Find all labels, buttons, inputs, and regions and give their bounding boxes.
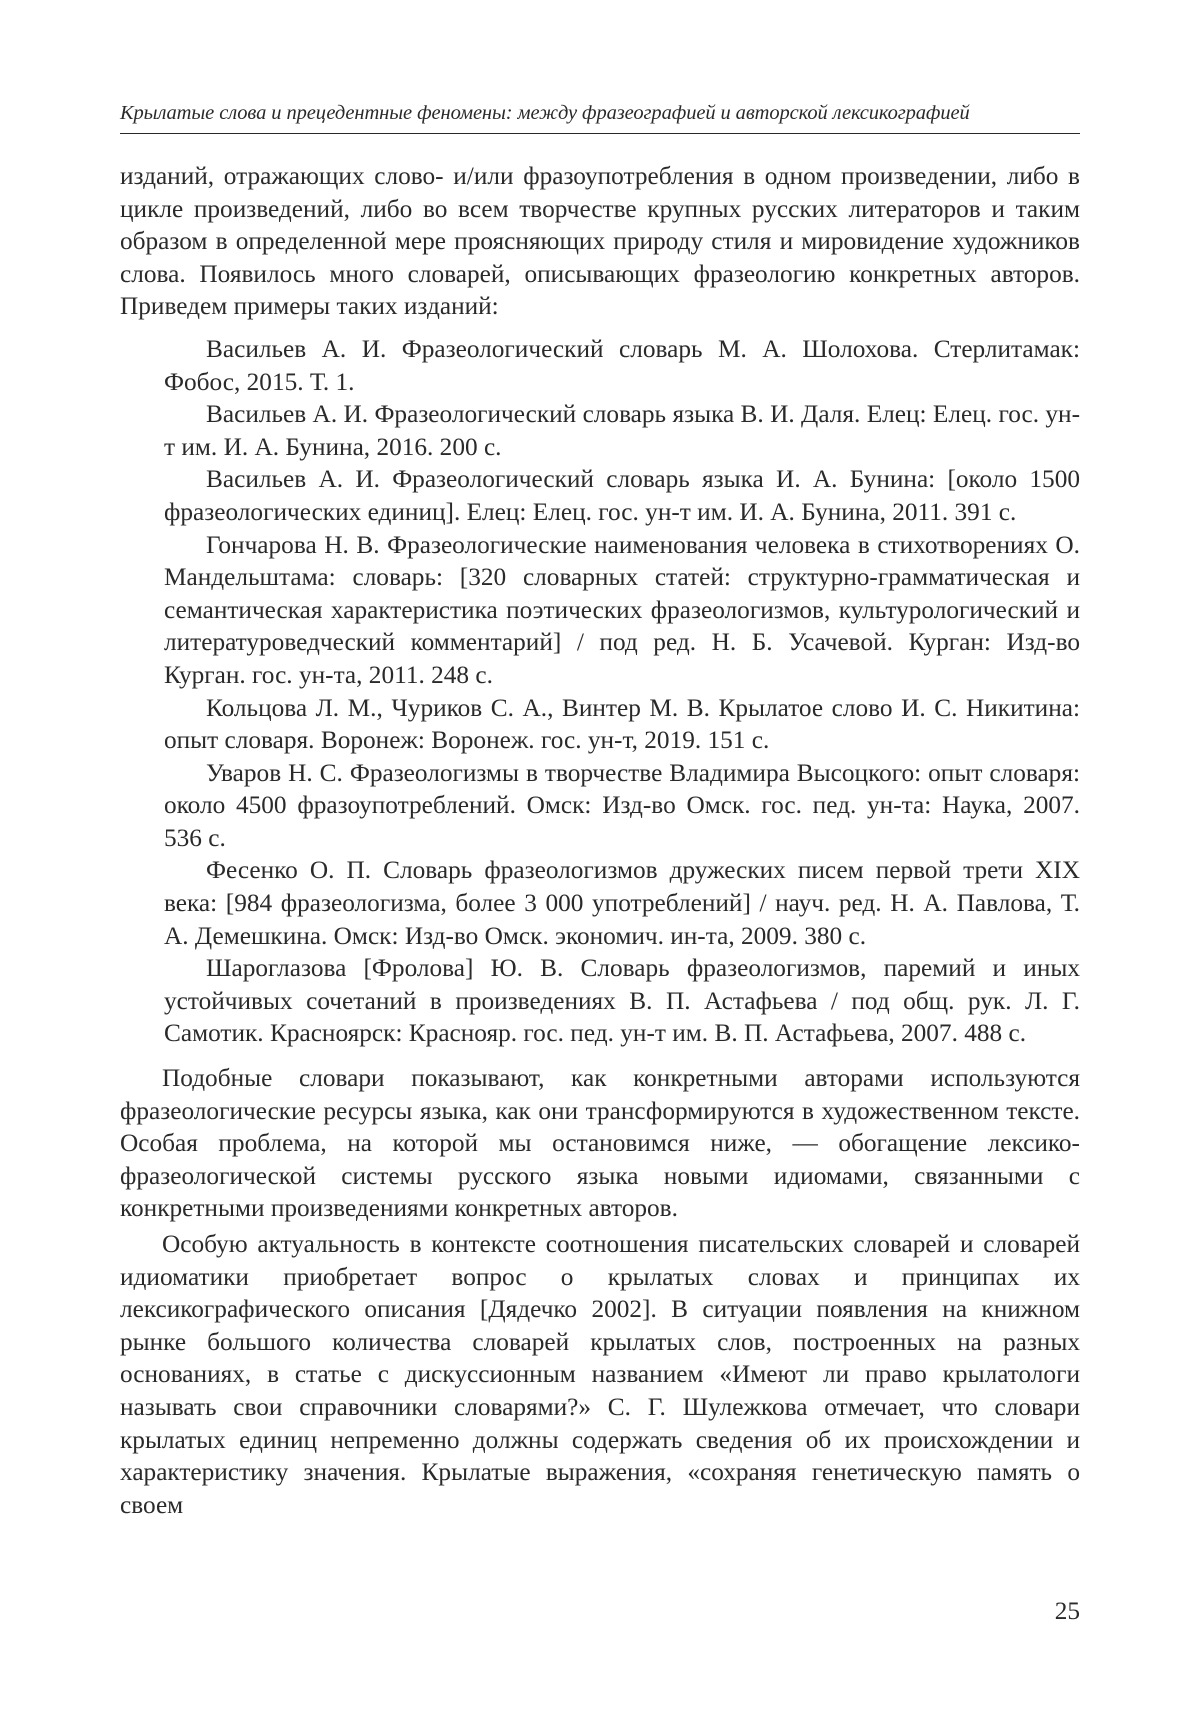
reference-list [120,333,1080,1050]
reference-item: Гончарова Н. В. Фразеологические наименования человека в стихотворениях О. Мандельштама: словарь: [320 словарных статей: структурно-грамматическая и семантическая характеристика поэтических фразеологизмов, культурологический и литературоведческий комментарий] / под ред. Н. Б. Усачевой. Курган: Изд-во Курган. гос. ун-та, 2011. 248 с. [164,530,1080,689]
lead-paragraph: изданий, отражающих слово- и/или фразоупотребления в одном произведении, либо в цикле произведений, либо во всем творчестве крупных русских литераторов и таким образом в определенной мере проясняющих природу стиля и мировидение художников слова. Появилось много словарей, описывающих фразеологию конкретных авторов. Приведем примеры таких изданий: [120,162,1080,321]
page-body [120,160,1080,1521]
reference-item: Васильев А. И. Фразеологический словарь языка И. А. Бунина: [около 1500 фразеологических единиц]. Елец: Елец. гос. ун-т им. И. А. Бунина, 2011. 391 с. [164,465,1080,526]
page-number: 25 [1054,1597,1080,1625]
reference-item: Кольцова Л. М., Чуриков С. А., Винтер М. В. Крылатое слово И. С. Никитина: опыт словаря. Воронеж: Воронеж. гос. ун-т, 2019. 151 с. [164,693,1080,755]
reference-item: Уваров Н. С. Фразеологизмы в творчестве Владимира Высоцкого: опыт словаря: около 4500 фразоупотреблений. Омск: Изд-во Омск. гос. пед. ун-та: Наука, 2007. 536 с. [164,758,1080,852]
reference-item: Фесенко О. П. Словарь фразеологизмов дружеских писем первой трети XIX века: [984 фразеологизма, более 3 000 употреблений] / науч. ред. Н. А. Павлова, Т. А. Демешкина. Омск: Изд-во Омск. экономич. ин-та, 2009. 380 с. [164,856,1080,950]
running-header: Крылатые слова и прецедентные феномены: между фразеографией и авторской лексикографией [120,102,970,124]
body-paragraph: Подобные словари показывают, как конкретными авторами используются фразеологические ресурсы языка, как они трансформируются в художественном тексте. Особая проблема, на которой мы остановимся ниже, — обогащение лексико-фразеологической системы русского языка новыми идиомами, связанными с конкретными произведениями конкретных авторов. [120,1064,1080,1223]
reference-item: Шароглазова [Фролова] Ю. В. Словарь фразеологизмов, паремий и иных устойчивых сочетаний в произведениях В. П. Астафьева / под общ. рук. Л. Г. Самотик. Красноярск: Краснояр. гос. пед. ун-т им. В. П. Астафьева, 2007. 488 с. [164,954,1080,1048]
body-paragraph: Особую актуальность в контексте соотношения писательских словарей и словарей идиоматики приобретает вопрос о крылатых словах и принципах их лексикографического описания [Дядечко 2002]. В ситуации появления на книжном рынке большого количества словарей крылатых слов, построенных на разных основаниях, в статье с дискуссионным названием «Имеют ли право крылатологи называть свои справочники словарями?» С. Г. Шулежкова отмечает, что словари крылатых единиц непременно должны содержать сведения об их происхождении и характеристику значения. Крылатые выражения, «сохраняя генетическую память о своем [120,1230,1080,1519]
header-rule [120,133,1080,134]
reference-item: Васильев А. И. Фразеологический словарь языка В. И. Даля. Елец: Елец. гос. ун-т им. И. А. Бунина, 2016. 200 с. [164,400,1080,461]
reference-item: Васильев А. И. Фразеологический словарь М. А. Шолохова. Стерлитамак: Фобос, 2015. Т. 1. [164,334,1080,396]
